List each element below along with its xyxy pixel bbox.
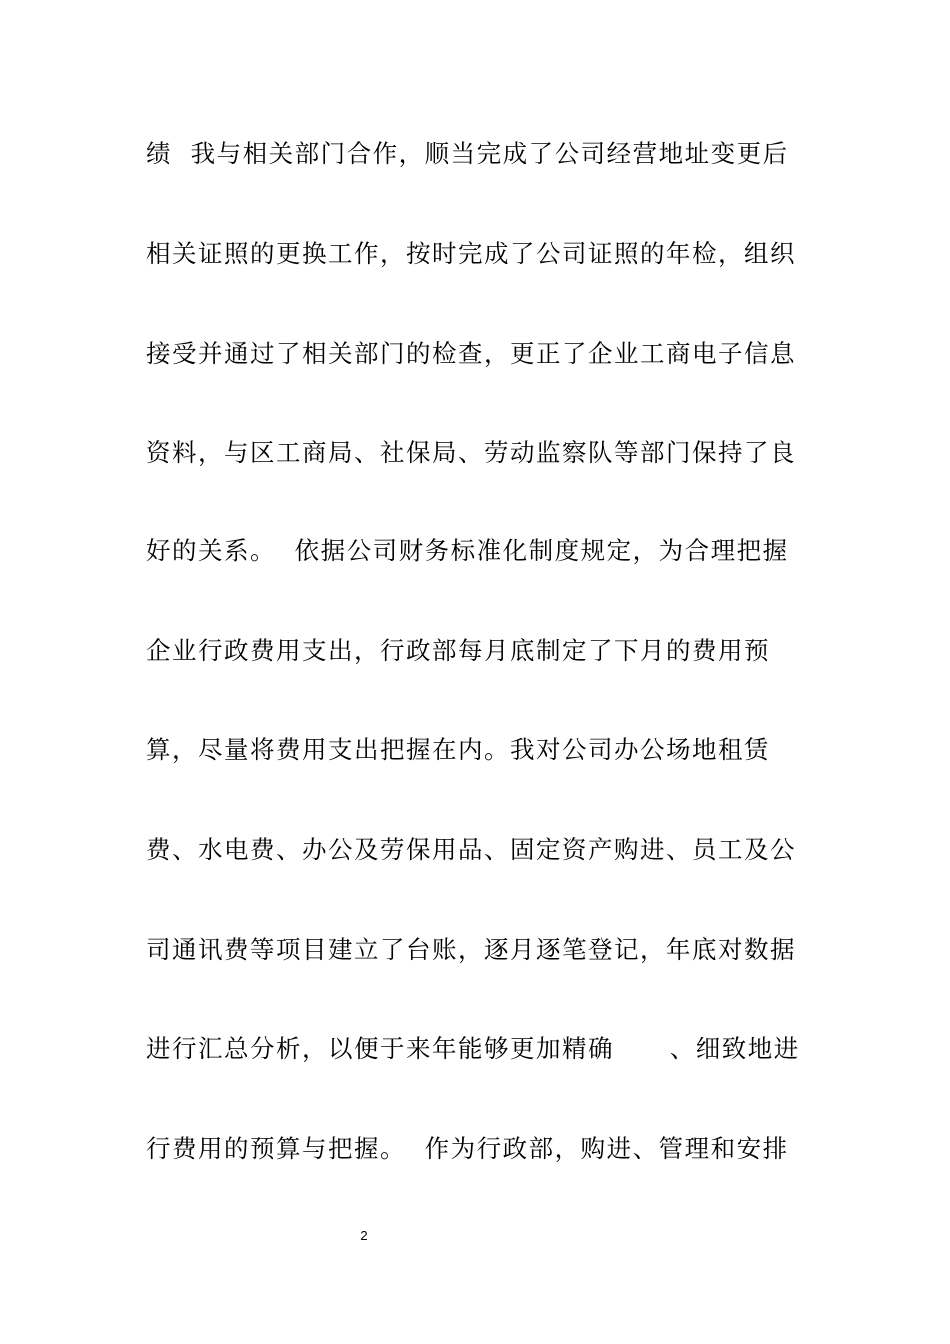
body-text-line: 相关证照的更换工作，按时完成了公司证照的年检，组织: [146, 239, 796, 268]
body-text-line: 绩 我与相关部门合作，顺当完成了公司经营地址变更后: [146, 139, 789, 168]
page-number: 2: [360, 1228, 368, 1243]
body-text-line: 企业行政费用支出，行政部每月底制定了下月的费用预: [146, 636, 770, 665]
body-text-line: 费、水电费、办公及劳保用品、固定资产购进、员工及公: [146, 835, 796, 864]
body-text-line: 行费用的预算与把握。 作为行政部，购进、管理和安排: [146, 1134, 789, 1163]
body-text-line: 资料，与区工商局、社保局、劳动监察队等部门保持了良: [146, 438, 796, 467]
body-text-line: 算，尽量将费用支出把握在内。我对公司办公场地租赁: [146, 735, 770, 764]
body-text-line: 好的关系。 依据公司财务标准化制度规定，为合理把握: [146, 536, 789, 565]
body-text-line: 进行汇总分析，以便于来年能够更加精确 、细致地进: [146, 1034, 800, 1063]
body-text-line: 司通讯费等项目建立了台账，逐月逐笔登记，年底对数据: [146, 935, 796, 964]
body-text-line: 接受并通过了相关部门的检查，更正了企业工商电子信息: [146, 339, 796, 368]
